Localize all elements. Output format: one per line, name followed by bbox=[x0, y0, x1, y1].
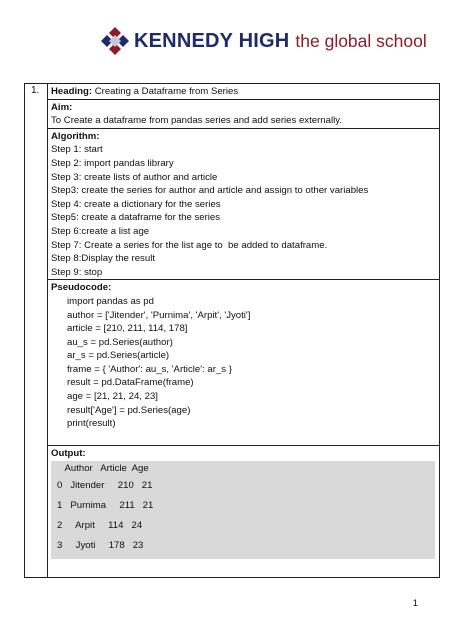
pseudocode-cell bbox=[47, 280, 439, 446]
algorithm-label: Algorithm: bbox=[51, 130, 100, 142]
output-line: 2 Arpit 114 24 bbox=[57, 519, 143, 531]
brand-tagline: the global school bbox=[295, 30, 427, 51]
output-cell bbox=[47, 446, 439, 578]
code-line: print(result) bbox=[67, 418, 116, 430]
code-line: article = [210, 211, 114, 178] bbox=[67, 323, 188, 335]
output-line: 1 Purnima 211 21 bbox=[57, 499, 154, 511]
program-table bbox=[24, 83, 440, 578]
code-line: result = pd.DataFrame(frame) bbox=[67, 377, 194, 389]
output-line: 3 Jyoti 178 23 bbox=[57, 539, 144, 551]
output-console bbox=[51, 461, 435, 559]
algorithm-step: Step5: create a dataframe for the series bbox=[51, 212, 221, 224]
aim-text: To Create a dataframe from pandas series and add series externally. bbox=[51, 115, 342, 127]
heading-label: Heading: bbox=[51, 86, 93, 97]
pseudocode-label: Pseudocode: bbox=[51, 282, 112, 294]
algorithm-step: Step 8:Display the result bbox=[51, 253, 155, 265]
code-line: result['Age'] = pd.Series(age) bbox=[67, 404, 191, 416]
algorithm-step: Step 7: Create a series for the list age to be added to dataframe. bbox=[51, 239, 328, 251]
page-number: 1 bbox=[412, 598, 418, 609]
code-line: author = ['Jitender', 'Purnima', 'Arpit', 'Jyoti'] bbox=[67, 309, 251, 321]
brand-name: KENNEDY HIGH bbox=[134, 29, 290, 52]
school-logo bbox=[100, 26, 427, 56]
output-line: Author Article Age bbox=[57, 462, 149, 474]
algorithm-step: Step 6:create a list age bbox=[51, 225, 150, 237]
serial-number: 1. bbox=[31, 85, 40, 96]
heading-cell bbox=[47, 84, 439, 100]
diamond-logo-icon bbox=[100, 26, 130, 56]
aim-label: Aim: bbox=[51, 101, 73, 113]
aim-cell bbox=[47, 100, 439, 129]
algorithm-step: Step 9: stop bbox=[51, 266, 103, 278]
algorithm-step: Step 1: start bbox=[51, 144, 103, 156]
code-line: ar_s = pd.Series(article) bbox=[67, 350, 170, 362]
code-line: import pandas as pd bbox=[67, 295, 154, 307]
heading-text: Creating a Dataframe from Series bbox=[92, 86, 239, 97]
output-label: Output: bbox=[51, 447, 86, 459]
algorithm-step: Step 2: import pandas library bbox=[51, 157, 174, 169]
code-line: age = [21, 21, 24, 23] bbox=[67, 391, 158, 403]
algorithm-cell bbox=[47, 129, 439, 281]
output-line: 0 Jitender 210 21 bbox=[57, 479, 153, 491]
algorithm-step: Step 3: create lists of author and article bbox=[51, 171, 218, 183]
algorithm-step: Step3: create the series for author and article and assign to other variables bbox=[51, 185, 369, 197]
serial-column bbox=[25, 84, 48, 577]
code-line: frame = { 'Author': au_s, 'Article': ar_s } bbox=[67, 363, 232, 375]
code-line: au_s = pd.Series(author) bbox=[67, 336, 173, 348]
algorithm-step: Step 4: create a dictionary for the series bbox=[51, 198, 221, 210]
